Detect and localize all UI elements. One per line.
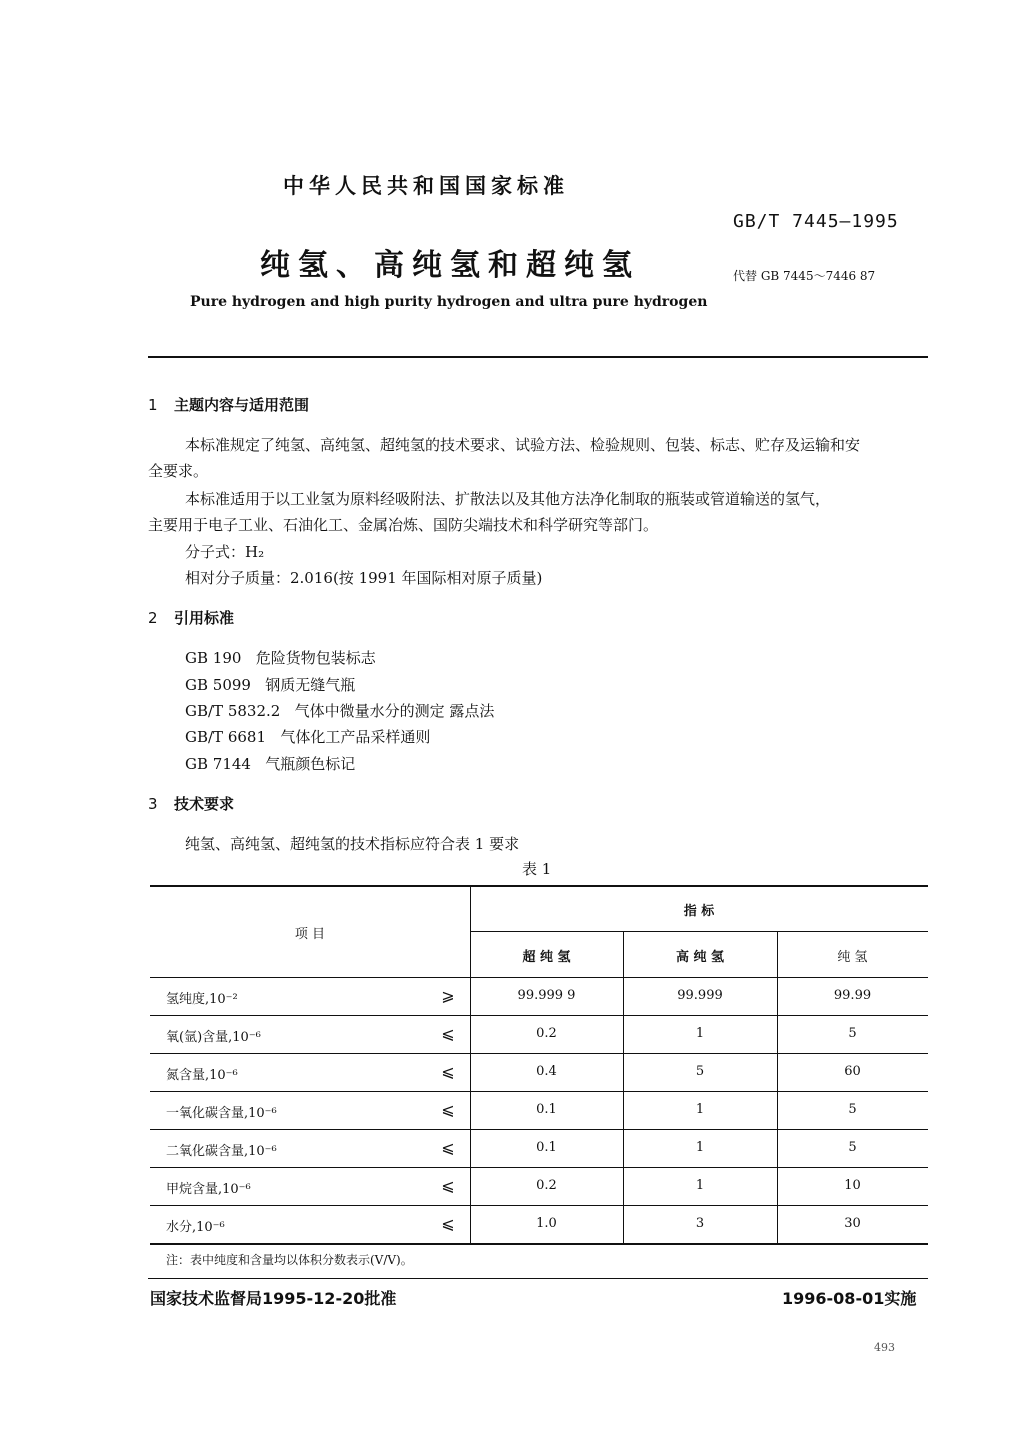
table-index-header: 指 标 — [683, 904, 715, 919]
row-comparator: ⩾ — [441, 986, 455, 1005]
row-item-label: 水分,10⁻⁶ — [166, 1220, 225, 1235]
row-value-high-purity: 99.999 — [677, 988, 723, 1003]
row-value-ultra-pure: 0.2 — [536, 1178, 557, 1193]
row-value-pure: 10 — [844, 1178, 861, 1193]
reference-code: GB 190 — [185, 649, 242, 667]
table-item-header: 项 目 — [294, 927, 326, 942]
reference-item — [185, 726, 430, 747]
reference-name: 危险货物包装标志 — [255, 649, 376, 667]
section-number: 1 — [148, 396, 158, 414]
table-header-bottom-rule — [150, 977, 928, 978]
molecular-formula: 分子式：H₂ — [185, 543, 265, 561]
table-row-rule — [150, 1053, 928, 1054]
section-title: 主题内容与适用范围 — [174, 396, 310, 414]
national-standard-label: 中华人民共和国国家标准 — [283, 174, 569, 198]
row-value-high-purity: 1 — [695, 1140, 705, 1155]
paragraph-line: 本标准规定了纯氢、高纯氢、超纯氢的技术要求、试验方法、检验规则、包装、标志、贮存及运输和安 — [185, 436, 861, 454]
row-value-pure: 5 — [848, 1102, 857, 1117]
reference-code: GB/T 6681 — [185, 728, 267, 746]
row-value-pure: 60 — [844, 1064, 861, 1079]
row-value-ultra-pure: 0.4 — [536, 1064, 557, 1079]
table-row-rule — [150, 1091, 928, 1092]
table-note: 注：表中纯度和含量均以体积分数表示(V/V)。 — [166, 1253, 413, 1267]
column-header-pure: 纯 氢 — [837, 950, 868, 965]
row-value-ultra-pure: 99.999 9 — [517, 988, 576, 1003]
page-number: 493 — [874, 1341, 895, 1354]
row-value-pure: 5 — [848, 1026, 857, 1041]
row-value-high-purity: 1 — [695, 1026, 705, 1041]
row-comparator: ⩽ — [441, 1024, 455, 1043]
row-item-label: 氮含量,10⁻⁶ — [166, 1068, 238, 1083]
row-item-label: 甲烷含量,10⁻⁶ — [166, 1182, 251, 1197]
section-intro: 纯氢、高纯氢、超纯氢的技术指标应符合表 1 要求 — [185, 835, 520, 853]
row-item-label: 氧(氩)含量,10⁻⁶ — [166, 1030, 261, 1045]
section-title: 技术要求 — [174, 795, 235, 813]
row-comparator: ⩽ — [441, 1214, 455, 1233]
row-item-label: 二氧化碳含量,10⁻⁶ — [166, 1144, 277, 1159]
row-value-high-purity: 1 — [695, 1178, 705, 1193]
molecular-mass: 相对分子质量：2.016(按 1991 年国际相对原子质量) — [185, 569, 543, 587]
row-comparator: ⩽ — [441, 1176, 455, 1195]
replaces-note: 代替 GB 7445～7446 87 — [733, 269, 876, 283]
reference-code: GB 5099 — [185, 676, 251, 694]
table-top-rule — [150, 885, 928, 887]
row-value-high-purity: 3 — [695, 1216, 705, 1231]
row-comparator: ⩽ — [441, 1062, 455, 1081]
table-bottom-rule — [150, 1243, 928, 1245]
row-item-label: 一氧化碳含量,10⁻⁶ — [166, 1106, 277, 1121]
section-number: 3 — [148, 795, 158, 813]
reference-name: 气瓶颜色标记 — [265, 755, 356, 773]
row-comparator: ⩽ — [441, 1138, 455, 1157]
table-row-rule — [150, 1167, 928, 1168]
table-row-rule — [150, 1129, 928, 1130]
reference-item — [185, 753, 355, 774]
paragraph-line: 本标准适用于以工业氢为原料经吸附法、扩散法以及其他方法净化制取的瓶装或管道输送的氢气， — [185, 490, 831, 508]
reference-code: GB 7144 — [185, 755, 251, 773]
table-row-rule — [150, 1015, 928, 1016]
row-comparator: ⩽ — [441, 1100, 455, 1119]
row-value-pure: 30 — [844, 1216, 861, 1231]
section-2-heading — [148, 607, 234, 628]
section-3-heading — [148, 793, 234, 814]
paragraph-line: 主要用于电子工业、石油化工、金属冶炼、国防尖端技术和科学研究等部门。 — [148, 516, 659, 534]
table-row-rule — [150, 1205, 928, 1206]
reference-code: GB/T 5832.2 — [185, 702, 281, 720]
table-column-divider — [623, 931, 624, 1243]
section-1-heading — [148, 394, 309, 415]
row-value-ultra-pure: 1.0 — [536, 1216, 557, 1231]
row-value-pure: 99.99 — [833, 988, 872, 1003]
column-header-ultra-pure: 超 纯 氢 — [522, 950, 571, 965]
reference-item — [185, 647, 376, 668]
header-divider — [148, 356, 928, 358]
row-value-ultra-pure: 0.2 — [536, 1026, 557, 1041]
section-number: 2 — [148, 609, 158, 627]
table-column-divider — [777, 931, 778, 1243]
section-title: 引用标准 — [174, 609, 235, 627]
row-value-pure: 5 — [848, 1140, 857, 1155]
footer-divider — [148, 1278, 928, 1279]
approval-line: 国家技术监督局1995-12-20批准 — [150, 1289, 397, 1308]
table-caption: 表 1 — [522, 860, 552, 878]
row-value-high-purity: 1 — [695, 1102, 705, 1117]
row-value-ultra-pure: 0.1 — [536, 1102, 557, 1117]
column-header-high-purity: 高 纯 氢 — [675, 950, 725, 965]
row-item-label: 氢纯度,10⁻² — [166, 992, 238, 1007]
reference-name: 气体中微量水分的测定 露点法 — [294, 702, 495, 720]
row-value-high-purity: 5 — [695, 1064, 705, 1079]
paragraph-line: 全要求。 — [148, 462, 209, 480]
reference-item — [185, 674, 355, 695]
row-value-ultra-pure: 0.1 — [536, 1140, 557, 1155]
reference-item — [185, 700, 494, 721]
reference-name: 气体化工产品采样通则 — [280, 728, 431, 746]
reference-name: 钢质无缝气瓶 — [265, 676, 356, 694]
implementation-date: 1996-08-01实施 — [782, 1289, 917, 1308]
standard-code: GB/T 7445—1995 — [733, 211, 899, 232]
table-header-rule — [470, 931, 928, 932]
document-title-zh: 纯氢、高纯氢和超纯氢 — [260, 248, 640, 283]
document-title-en: Pure hydrogen and high purity hydrogen and ultra pure hydrogen — [190, 294, 708, 310]
